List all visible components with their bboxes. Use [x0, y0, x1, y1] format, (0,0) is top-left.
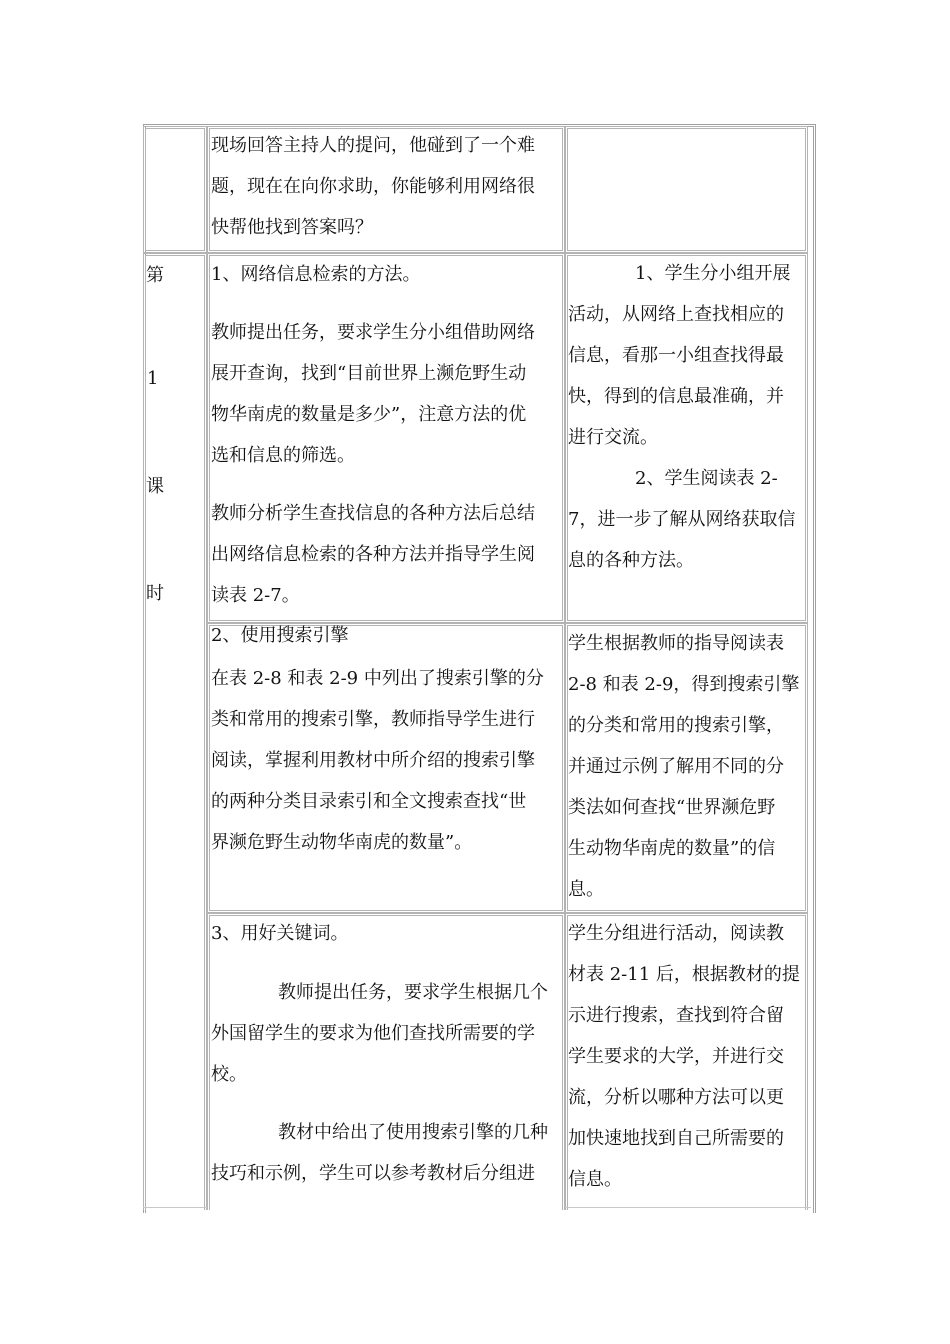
row3-para2: 教材中给出了使用搜索引擎的几种 技巧和示例，学生可以参考教材后分组进 [211, 1122, 548, 1184]
row2-heading: 2、使用搜索引擎 [211, 625, 349, 646]
row1-para2: 教师分析学生查找信息的各种方法后总结 出网络信息检索的各种方法并指导学生阅 读表 2-7。 [211, 503, 535, 606]
row-intro-teacher-text: 现场回答主持人的提问，他碰到了一个难 题，现在在向你求助，你能够利用网络很 快帮他找到答案吗？ [211, 135, 535, 238]
row2-body: 在表 2-8 和表 2-9 中列出了搜索引擎的分 类和常用的搜索引擎，教师指导学生进行 阅读，掌握利用教材中所介绍的搜索引擎 的两种分类目录索引和全文搜索查找“世 界濒危野生动物华南虎的数量”。 [211, 668, 544, 853]
row3-student-cell [565, 913, 808, 1210]
row-intro-student-cell [565, 126, 808, 253]
row-intro-label-cell [143, 126, 207, 253]
lesson-label-cell [143, 253, 207, 1210]
row2-student-text: 学生根据教师的指导阅读表 2-8 和表 2-9，得到搜索引擎 的分类和常用的搜索引擎， 并通过示例了解用不同的分 类法如何查找“世界濒危野 生动物华南虎的数量”的信 息。 [568, 633, 800, 900]
lesson-label-char-1: 第 [146, 265, 164, 286]
row1-student-cell [565, 253, 808, 623]
row3-para1: 教师提出任务，要求学生根据几个 外国留学生的要求为他们查找所需要的学 校。 [211, 982, 548, 1085]
row2-student-cell [565, 623, 808, 913]
row1-teacher-cell [207, 253, 565, 623]
table-bottom-edge-right [565, 1207, 811, 1211]
table-bottom-edge-left [143, 1207, 207, 1211]
lesson-label-char-3: 课 [146, 476, 164, 497]
row-intro-teacher-cell [207, 126, 565, 253]
lesson-label-char-2: 1 [147, 368, 159, 389]
row3-heading: 3、用好关键词。 [211, 923, 349, 944]
row1-student-text: 1、学生分小组开展 活动，从网络上查找相应的 信息，看那一小组查找得最 快，得到的信息最准确，并 进行交流。 2、学生阅读表 2- 7，进一步了解从网络获取信 息的各种方法。 [568, 263, 796, 571]
row1-para1: 教师提出任务，要求学生分小组借助网络 展开查询，找到“目前世界上濒危野生动 物华南虎的数量是多少”，注意方法的优 选和信息的筛选。 [211, 322, 535, 466]
lesson-label-char-4: 时 [146, 583, 164, 604]
row3-teacher-cell [207, 913, 565, 1210]
row3-student-text: 学生分组进行活动，阅读教 材表 2-11 后，根据教材的提 示进行搜索，查找到符合留 学生要求的大学，并进行交 流，分析以哪种方法可以更 加快速地找到自己所需要的 信息。 [568, 923, 800, 1190]
row1-heading: 1、网络信息检索的方法。 [211, 264, 421, 285]
row2-teacher-cell [207, 623, 565, 913]
